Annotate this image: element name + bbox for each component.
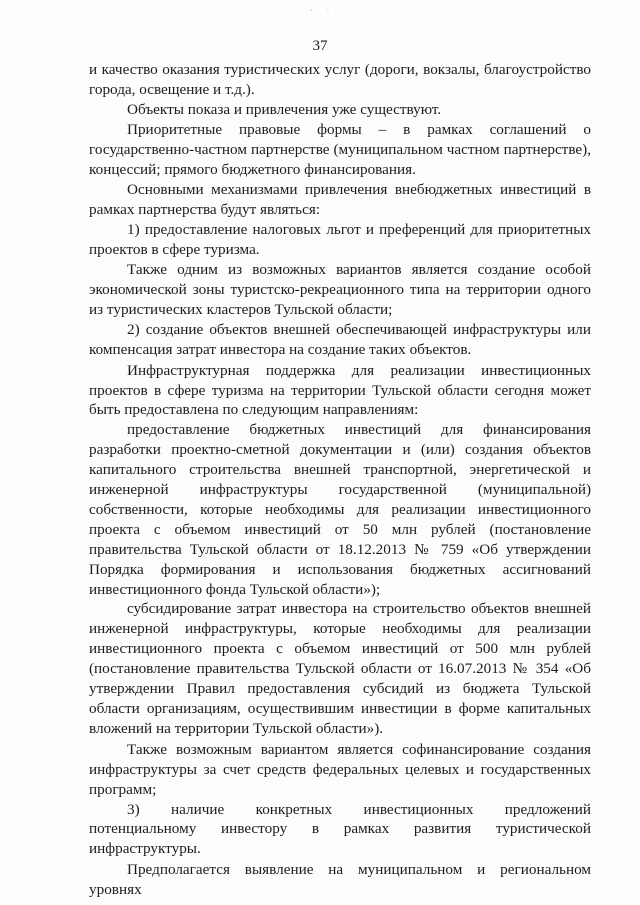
body-text	[89, 60, 591, 900]
paragraph: Приоритетные правовые формы – в рамках соглашений о государственно-частном партнерстве (муниципальном частном партнерстве), концессий; прямого бюджетного финансирования.	[89, 120, 591, 178]
page-number: 37	[312, 38, 328, 54]
scan-artifact: · ·	[310, 6, 336, 15]
paragraph: и качество оказания туристических услуг (дороги, вокзалы, благоустройство города, освещение и т.д.).	[89, 61, 591, 98]
paragraph: Инфраструктурная поддержка для реализации инвестиционных проектов в сфере туризма на территории Тульской области сегодня может быть предоставлена по следующим направлениям:	[89, 361, 591, 419]
paragraph: субсидирование затрат инвестора на строительство объектов внешней инженерной инфраструктуры, которые необходимы для реализации инвестиционного проекта с объемом инвестиций от 500 млн рублей (постановление правительства Тульской области от 16.07.2013 № 354 «Об утверждении Правил предоставления субсидий из бюджета Тульской области организациям, осуществившим инвестиции в форме капитальных вложений на территории Тульской области»).	[89, 600, 591, 737]
paragraph: Объекты показа и привлечения уже существуют.	[127, 100, 442, 118]
paragraph: Предполагается выявление на муниципальном и региональном уровнях	[89, 861, 591, 899]
paragraph: Также возможным вариантом является софинансирование создания инфраструктуры за счет средств федеральных целевых и государственных программ;	[89, 740, 591, 798]
paragraph: 3) наличие конкретных инвестиционных предложений потенциальному инвестору в рамках развития туристической инфраструктуры.	[89, 800, 591, 858]
paragraph: предоставление бюджетных инвестиций для финансирования разработки проектно-сметной документации и (или) создания объектов капитального строительства внешней транспортной, энергетической и инженерной инфраструктуры государственной (муниципальной) собственности, которые необходимы для реализации инвестиционного проекта с объемом инвестиций от 50 млн рублей (постановление правительства Тульской области от 18.12.2013 № 759 «Об утверждении Порядка формирования и использования бюджетных ассигнований инвестиционного фонда Тульской области»);	[89, 421, 591, 598]
paragraph: 2) создание объектов внешней обеспечивающей инфраструктуры или компенсация затрат инвестора на создание таких объектов.	[89, 320, 591, 358]
paragraph: Основными механизмами привлечения внебюджетных инвестиций в рамках партнерства будут являться:	[89, 181, 591, 219]
paragraph: Также одним из возможных вариантов является создание особой экономической зоны туристско-рекреационного типа на территории одного из туристических кластеров Тульской области;	[89, 261, 591, 318]
paragraph: 1) предоставление налоговых льгот и преференций для приоритетных проектов в сфере туризма.	[89, 221, 591, 259]
